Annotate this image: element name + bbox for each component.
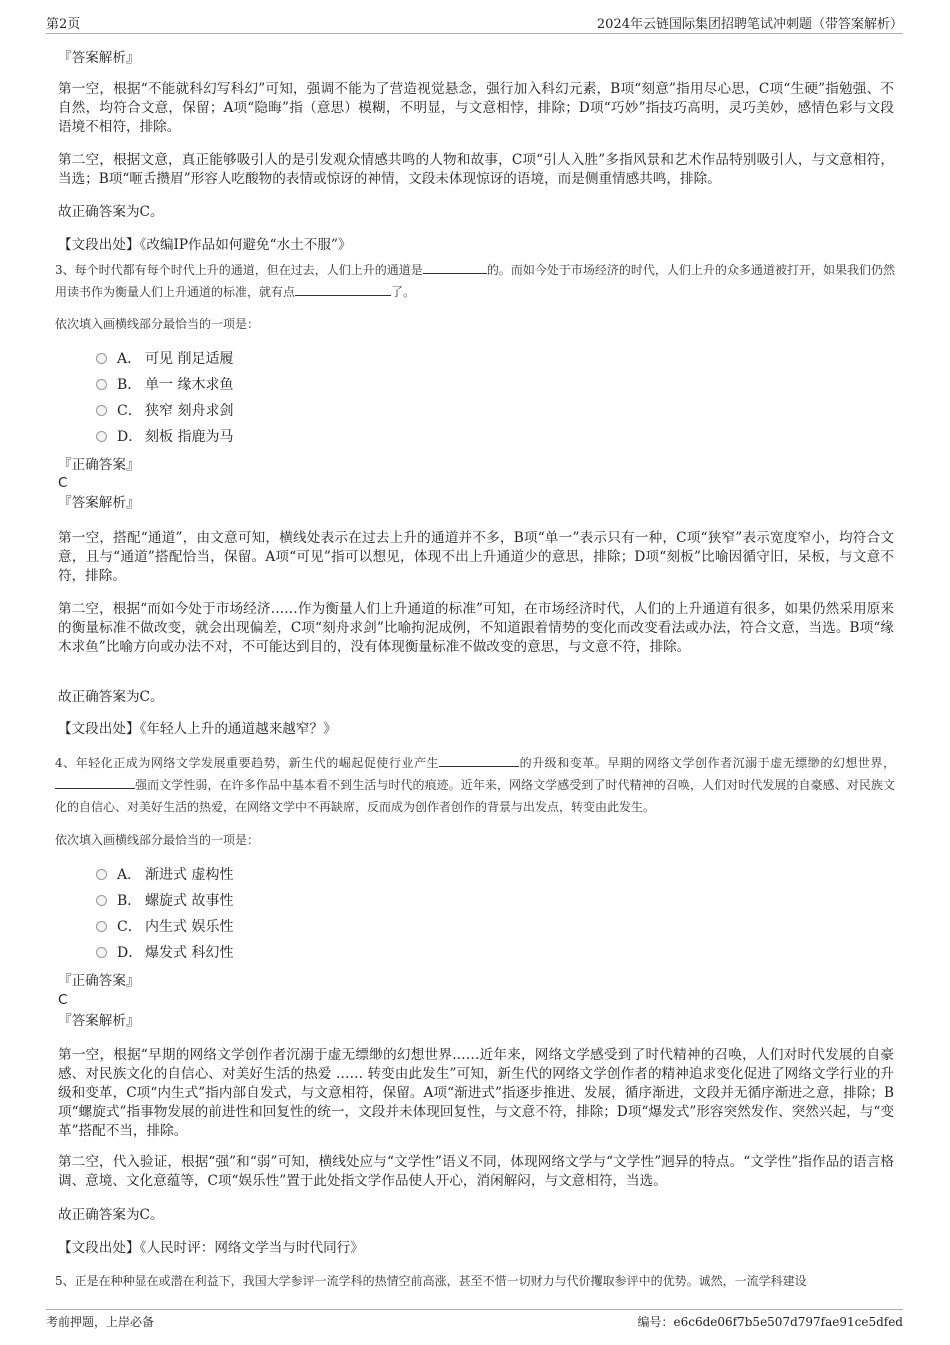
header-divider [46,33,903,34]
q4-stem-part-1: 4、年轻化正成为网络文学发展重要趋势，新生代的崛起促使行业产生 [55,756,440,770]
radio-icon[interactable] [96,379,107,390]
page-number: 第2页 [46,17,81,32]
q4-option-d[interactable] [96,944,233,962]
q4-correct-answer: C [58,992,68,1008]
q4-conclusion: 故正确答案为C。 [58,1207,164,1223]
option-label: D． [117,429,143,445]
q4-analysis-label: 『答案解析』 [58,1013,140,1029]
q4-stem [55,752,895,818]
q3-option-a[interactable] [96,350,233,368]
q3-source: 【文段出处】《年轻人上升的通道越来越窄？》 [58,721,337,737]
option-text: 内生式 娱乐性 [145,919,234,935]
radio-icon[interactable] [96,353,107,364]
q4-blank-1 [439,754,519,767]
radio-icon[interactable] [96,431,107,442]
radio-icon[interactable] [96,869,107,880]
q4-option-a[interactable] [96,866,233,884]
q2-source: 【文段出处】《改编IP作品如何避免“水土不服”》 [58,237,352,253]
q3-stem-part-3: 了。 [391,285,416,299]
q3-stem-part-2: 的。而如今处于市场经济的时代，人们上升的众多通道被打开，如果我们仍然用读书作为衡量人们上升通道的标准，就有点 [55,263,895,299]
option-text: 爆发式 科幻性 [145,945,234,961]
q3-prompt: 依次填入画横线部分最恰当的一项是： [55,317,260,331]
radio-icon[interactable] [96,405,107,416]
q2-conclusion: 故正确答案为C。 [58,204,164,220]
q2-analysis-label: 『答案解析』 [58,50,140,66]
footer-slogan: 考前押题，上岸必备 [46,1315,155,1329]
option-label: C． [117,919,142,935]
q2-analysis-paragraph-2: 第二空，根据文意，真正能够吸引人的是引发观众情感共鸣的人物和故事，C项“引人入胜”多指风景和艺术作品特别吸引人，与文意相符，当选；B项“咂舌攒眉”形容人吃酸物的表情或惊讶的神情，文段未体现惊讶的语境，而是侧重情感共鸣，排除。 [58,152,894,187]
q2-analysis-paragraph-1: 第一空，根据“不能就科幻写科幻”可知，强调不能为了营造视觉悬念，强行加入科幻元素，B项“刻意”指用尽心思，C项“生硬”指勉强、不自然，均符合文意，保留；A项“隐晦”指（意思）模糊，不明显，与文意相悖，排除；D项“巧妙”指技巧高明，灵巧美妙，感情色彩与文段语境不相符，排除。 [58,81,894,135]
option-text: 可见 削足适履 [145,351,234,367]
option-label: B． [117,893,142,909]
q3-stem-part-1: 3、每个时代都有每个时代上升的通道，但在过去，人们上升的通道是 [55,263,423,277]
q3-blank-2 [295,283,391,296]
q4-analysis-paragraph-1: 第一空，根据“早期的网络文学创作者沉溺于虚无缥缈的幻想世界……近年来，网络文学感受到了时代精神的召唤，人们对时代发展的自豪感、对民族文化的自信心、对美好生活的热爱 …… 转变由此发生”可知，新生代的网络文学创作者的精神追求变化促进了网络文学行业的升级和变革，C项“内生式”指内部自发式，与文意相符，保留。A项“渐进式”指逐步推进、发展，循序渐进，文段并无循序渐进之意，排除；B项“螺旋式”指事物发展的前进性和回复性的统一，文段并未体现回复性，与文意不符，排除；D项“爆发式”形容突然发作、突然兴起，与“变革”搭配不当，排除。 [58,1047,894,1139]
option-text: 螺旋式 故事性 [145,893,234,909]
q4-prompt: 依次填入画横线部分最恰当的一项是： [55,833,260,847]
q3-blank-1 [423,261,487,274]
q4-option-b[interactable] [96,892,233,910]
q4-option-c[interactable] [96,918,233,936]
q5-stem: 5、正是在种种显在或潜在利益下，我国大学参评一流学科的热情空前高涨，甚至不惜一切财力与代价攫取参评中的优势。诚然，一流学科建设 [55,1274,807,1288]
q3-option-c[interactable] [96,402,233,420]
q3-option-d[interactable] [96,428,233,446]
q4-analysis-paragraph-2: 第二空，代入验证，根据“强”和“弱”可知，横线处应与“文学性”语义不同，体现网络文学与“文学性”迥异的特点。“文学性”指作品的语言格调、意境、文化意蕴等，C项“娱乐性”置于此处指文学作品使人开心，消闲解闷，与文意相符，当选。 [58,1154,894,1189]
q4-stem-part-3: 强而文学性弱，在许多作品中基本看不到生活与时代的痕迹。近年来，网络文学感受到了时代精神的召唤，人们对时代发展的自豪感、对民族文化的自信心、对美好生活的热爱，在网络文学中不再缺席，反而成为创作者创作的背景与出发点，转变由此发生。 [55,778,895,814]
q3-analysis-paragraph-2: 第二空，根据“而如今处于市场经济……作为衡量人们上升通道的标准”可知，在市场经济时代，人们的上升通道有很多，如果仍然采用原来的衡量标准不做改变，就会出现偏差，C项“刻舟求剑”比喻拘泥成例，不知道跟着情势的变化而改变看法或办法，符合文意，当选。B项“缘木求鱼”比喻方向或办法不对，不可能达到目的，没有体现衡量标准不做改变的意思，与文意不符，排除。 [58,601,894,655]
q3-analysis-label: 『答案解析』 [58,495,140,511]
q4-correct-label: 『正确答案』 [58,973,140,989]
q3-analysis-paragraph-1: 第一空，搭配“通道”，由文意可知，横线处表示在过去上升的通道并不多，B项“单一”表示只有一种，C项“狭窄”表示宽度窄小，均符合文意，且与“通道”搭配恰当，保留。A项“可见”指可以想见，体现不出上升通道少的意思，排除；D项“刻板”比喻因循守旧，呆板，与文意不符，排除。 [58,530,894,584]
option-text: 单一 缘木求鱼 [145,377,234,393]
radio-icon[interactable] [96,921,107,932]
q3-stem [55,259,895,303]
option-label: C． [117,403,142,419]
document-id: 编号：e6c6de06f7b5e507d797fae91ce5dfed [637,1315,903,1329]
document-title: 2024年云链国际集团招聘笔试冲刺题（带答案解析） [596,17,903,32]
option-label: B． [117,377,142,393]
q3-conclusion: 故正确答案为C。 [58,689,164,705]
q3-option-b[interactable] [96,376,233,394]
q4-stem-part-2: 的升级和变革。早期的网络文学创作者沉溺于虚无缥缈的幻想世界， [519,756,895,770]
q4-source: 【文段出处】《人民时评：网络文学当与时代同行》 [58,1240,364,1256]
q3-correct-answer: C [58,475,68,491]
radio-icon[interactable] [96,947,107,958]
footer-divider [46,1309,903,1310]
option-text: 狭窄 刻舟求剑 [145,403,234,419]
option-label: A． [117,867,142,883]
option-text: 渐进式 虚构性 [145,867,234,883]
q3-correct-label: 『正确答案』 [58,457,140,473]
option-text: 刻板 指鹿为马 [145,429,234,445]
option-label: D． [117,945,143,961]
q4-blank-2 [55,776,135,789]
radio-icon[interactable] [96,895,107,906]
option-label: A． [117,351,142,367]
